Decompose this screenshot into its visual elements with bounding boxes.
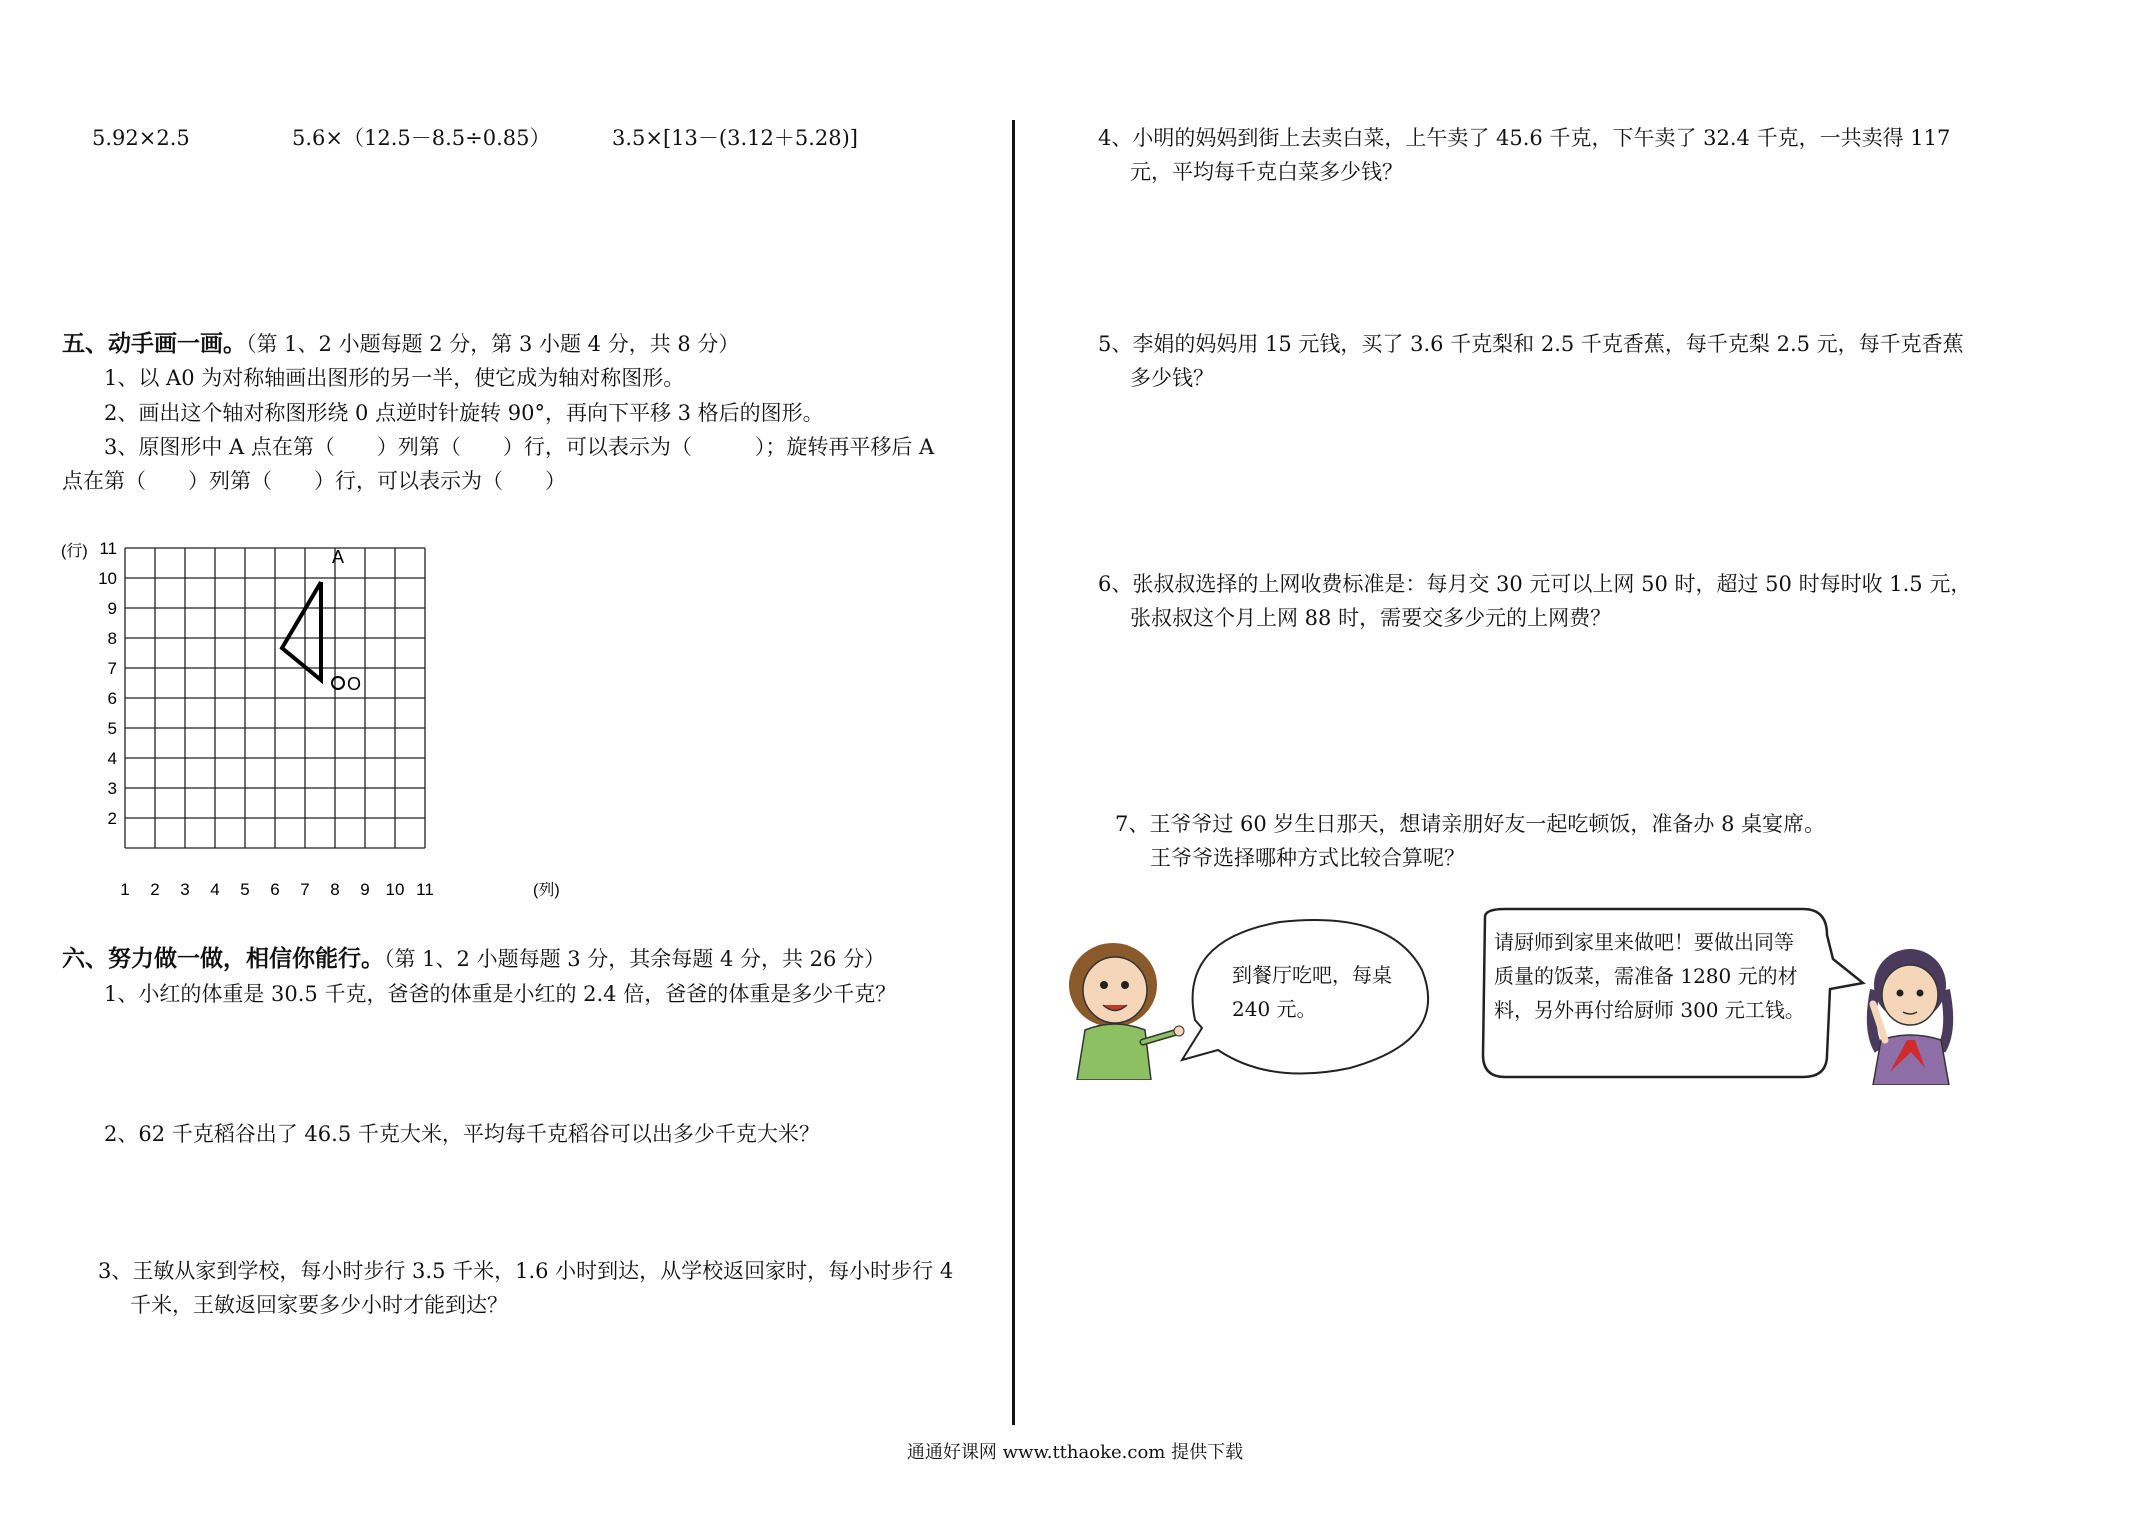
column-divider — [1012, 120, 1015, 1425]
section6-question-3-line2: 千米，王敏返回家要多少小时才能到达？ — [130, 1293, 508, 1317]
row-label: 7 — [107, 659, 117, 678]
column-label: 1 — [120, 880, 130, 899]
section6-question-1: 1、小红的体重是 30.5 千克，爸爸的体重是小红的 2.4 倍，爸爸的体重是多少千克？ — [104, 982, 897, 1006]
section5-note: （第 1、2 小题每题 2 分，第 3 小题 4 分，共 8 分） — [246, 332, 740, 356]
point-o-marker — [332, 677, 344, 689]
column-label: 3 — [180, 880, 190, 899]
section6-question-5-line1: 5、李娟的妈妈用 15 元钱，买了 3.6 千克梨和 2.5 千克香蕉，每千克梨 2.5 元，每千克香蕉 — [1098, 332, 1964, 356]
section6-question-6-line2: 张叔叔这个月上网 88 时，需要交多少元的上网费？ — [1130, 606, 1612, 630]
column-label: 10 — [385, 880, 405, 899]
section6-question-6-line1: 6、张叔叔选择的上网收费标准是：每月交 30 元可以上网 50 时，超过 50 时每时收 1.5 元， — [1098, 572, 1972, 596]
column-label: 11 — [416, 880, 434, 899]
section6-title: 六、努力做一做，相信你能行。 — [62, 946, 384, 972]
section5-question-2: 2、画出这个轴对称图形绕 0 点逆时针旋转 90°，再向下平移 3 格后的图形。 — [104, 401, 824, 425]
section6-question-5-line2: 多少钱？ — [1130, 366, 1214, 390]
row-label: 3 — [107, 779, 117, 798]
calc-expression-1: 5.92×2.5 — [92, 126, 190, 150]
section5-heading — [62, 330, 739, 358]
left-speech-bubble-text: 到餐厅吃吧，每桌 240 元。 — [1232, 963, 1392, 1021]
column-unit-label: (列) — [533, 882, 560, 899]
row-label: 8 — [107, 629, 117, 648]
section6-question-4-line2: 元，平均每千克白菜多少钱？ — [1130, 160, 1403, 184]
column-label: 4 — [210, 880, 220, 899]
grid-lines — [125, 548, 425, 848]
section6-question-7-line1: 7、王爷爷过 60 岁生日那天，想请亲朋好友一起吃顿饭，准备办 8 桌宴席。 — [1115, 812, 1826, 836]
section6-note: （第 1、2 小题每题 3 分，其余每题 4 分，共 26 分） — [384, 947, 886, 971]
column-label: 6 — [270, 880, 280, 899]
point-a-label: A — [332, 547, 345, 567]
section6-question-4-line1: 4、小明的妈妈到街上去卖白菜，上午卖了 45.6 千克，下午卖了 32.4 千克，一共卖得 117 — [1098, 126, 1951, 150]
section6-question-3-line1: 3、王敏从家到学校，每小时步行 3.5 千米，1.6 小时到达，从学校返回家时，每小时步行 4 — [98, 1259, 954, 1283]
row-label: 10 — [98, 569, 117, 588]
row-label: 11 — [99, 539, 117, 558]
footer-credit: 通通好课网 www.tthaoke.com 提供下载 — [906, 1442, 1244, 1463]
column-label: 9 — [360, 880, 370, 899]
row-label: 5 — [107, 719, 117, 738]
coordinate-grid — [55, 530, 575, 910]
column-label: 8 — [330, 880, 340, 899]
row-labels — [98, 539, 117, 828]
column-labels — [120, 880, 434, 899]
row-label: 4 — [107, 749, 117, 768]
right-speech-bubble-text: 请厨师到家里来做吧！要做出同等质量的饭菜，需准备 1280 元的材料，另外再付给厨师 300 元工钱。 — [1494, 930, 1805, 1022]
row-unit-label: (行) — [61, 543, 88, 560]
section5-question-1: 1、以 A0 为对称轴画出图形的另一半，使它成为轴对称图形。 — [104, 366, 685, 390]
column-label: 2 — [150, 880, 160, 899]
row-label: 6 — [107, 689, 117, 708]
girl-illustration — [1845, 940, 1975, 1085]
column-label: 5 — [240, 880, 250, 899]
calc-expression-3: 3.5×[13－(3.12＋5.28)] — [612, 126, 859, 150]
section5-question-3-line1: 3、原图形中 A 点在第（ ）列第（ ）行，可以表示为（ ）；旋转再平移后 A — [104, 435, 935, 459]
section6-question-7-line2: 王爷爷选择哪种方式比较合算呢？ — [1150, 846, 1465, 870]
column-label: 7 — [300, 880, 310, 899]
section5-title: 五、动手画一画。 — [62, 331, 246, 357]
row-label: 2 — [107, 809, 117, 828]
section6-heading — [62, 945, 885, 973]
row-label: 9 — [107, 599, 117, 618]
point-o-label: O — [347, 674, 362, 694]
section5-question-3-line2: 点在第（ ）列第（ ）行，可以表示为（ ） — [62, 469, 566, 493]
calc-expression-2: 5.6×（12.5－8.5÷0.85） — [292, 126, 551, 150]
section6-question-2: 2、62 千克稻谷出了 46.5 千克大米，平均每千克稻谷可以出多少千克大米？ — [104, 1122, 820, 1146]
